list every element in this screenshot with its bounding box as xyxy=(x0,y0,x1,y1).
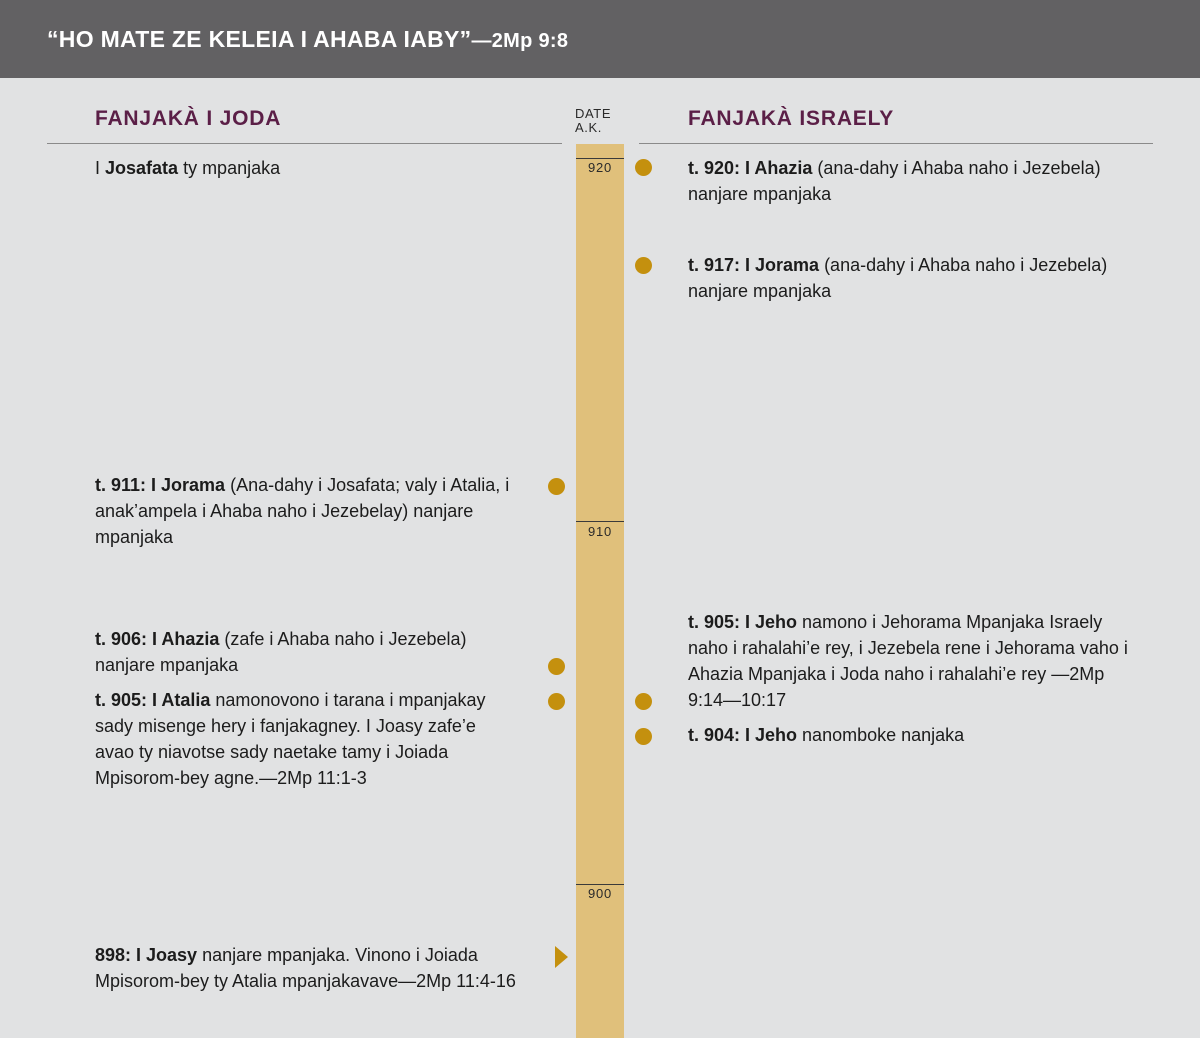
right-divider xyxy=(639,143,1153,144)
left-divider xyxy=(47,143,562,144)
marker-arrow-left-898 xyxy=(555,946,568,968)
entry-text: I xyxy=(95,158,106,178)
entry-bold-text: t. 906: I Ahazia xyxy=(95,629,220,649)
entry-bold-text: t. 904: I Jeho xyxy=(688,725,798,745)
marker-dot-right-917 xyxy=(635,257,652,274)
marker-dot-right-905 xyxy=(635,693,652,710)
left-entry-911 xyxy=(95,472,515,550)
right-column-title: FANJAKÀ ISRAELY xyxy=(688,107,895,130)
entry-bold-text: 898: I Joasy xyxy=(95,945,198,965)
marker-dot-left-905 xyxy=(548,693,565,710)
marker-dot-left-911 xyxy=(548,478,565,495)
date-label-line2: A.K. xyxy=(575,120,602,135)
date-label-line1: DATE xyxy=(575,106,612,121)
entry-text: (Ana-dahy i Josafata; valy i Atalia, i anak’ampela i Ahaba naho i Jezebelay) nanjare mpanjaka xyxy=(95,475,510,547)
timeline-year-910: 910 xyxy=(587,524,613,539)
marker-dot-left-906 xyxy=(548,658,565,675)
right-entry-905 xyxy=(688,609,1128,713)
timeline-tick-920 xyxy=(576,158,624,159)
timeline-year-920: 920 xyxy=(587,160,613,175)
entry-text: (zafe i Ahaba naho i Jezebela) nanjare mpanjaka xyxy=(95,629,467,675)
timeline-year-900: 900 xyxy=(587,886,613,901)
timeline-tick-900 xyxy=(576,884,624,885)
title-text: “HO MATE ZE KELEIA I AHABA IABY” xyxy=(47,26,472,52)
entry-bold-text: t. 917: I Jorama xyxy=(688,255,820,275)
right-entry-904 xyxy=(688,722,1128,748)
entry-bold-text: t. 920: I Ahazia xyxy=(688,158,813,178)
marker-dot-right-904 xyxy=(635,728,652,745)
entry-bold-text: t. 905: I Atalia xyxy=(95,690,211,710)
header-bar xyxy=(0,0,1200,78)
right-entry-917 xyxy=(688,252,1128,304)
entry-text: ty mpanjaka xyxy=(178,158,281,178)
entry-bold-text: t. 905: I Jeho xyxy=(688,612,798,632)
entry-bold-text: t. 911: I Jorama xyxy=(95,475,226,495)
entry-text: nanjare mpanjaka. Vinono i Joiada Mpisorom-bey ty Atalia mpanjakavave—2Mp 11:4-16 xyxy=(95,945,516,991)
date-axis-label xyxy=(575,107,611,135)
title-reference: —2Mp 9:8 xyxy=(471,30,569,52)
page-title xyxy=(47,26,568,53)
timeline-bar xyxy=(576,144,624,1038)
entry-bold-text: Josafata xyxy=(105,158,179,178)
left-entry-898 xyxy=(95,942,535,994)
timeline-tick-910 xyxy=(576,521,624,522)
left-entry-josafata xyxy=(95,155,555,181)
entry-text: namono i Jehorama Mpanjaka Israely naho i rahalahi’e rey, i Jezebela rene i Jehorama vaho i Ahazia Mpanjaka i Joda naho i rahalahi’e rey —2Mp 9:14—10:17 xyxy=(688,612,1128,710)
marker-dot-right-920 xyxy=(635,159,652,176)
left-entry-906 xyxy=(95,626,515,678)
entry-text: namonovono i tarana i mpanjakay sady misenge hery i fanjakagney. I Joasy zafe’e avao ty niavotse sady naetake tamy i Joiada Mpisorom-bey agne.—2Mp 11:1-3 xyxy=(95,690,486,788)
right-entry-920 xyxy=(688,155,1128,207)
entry-text: (ana-dahy i Ahaba naho i Jezebela) nanjare mpanjaka xyxy=(688,255,1108,301)
entry-text: (ana-dahy i Ahaba naho i Jezebela) nanjare mpanjaka xyxy=(688,158,1101,204)
left-entry-905 xyxy=(95,687,515,791)
left-column-title: FANJAKÀ I JODA xyxy=(95,107,282,130)
entry-text: nanomboke nanjaka xyxy=(797,725,965,745)
